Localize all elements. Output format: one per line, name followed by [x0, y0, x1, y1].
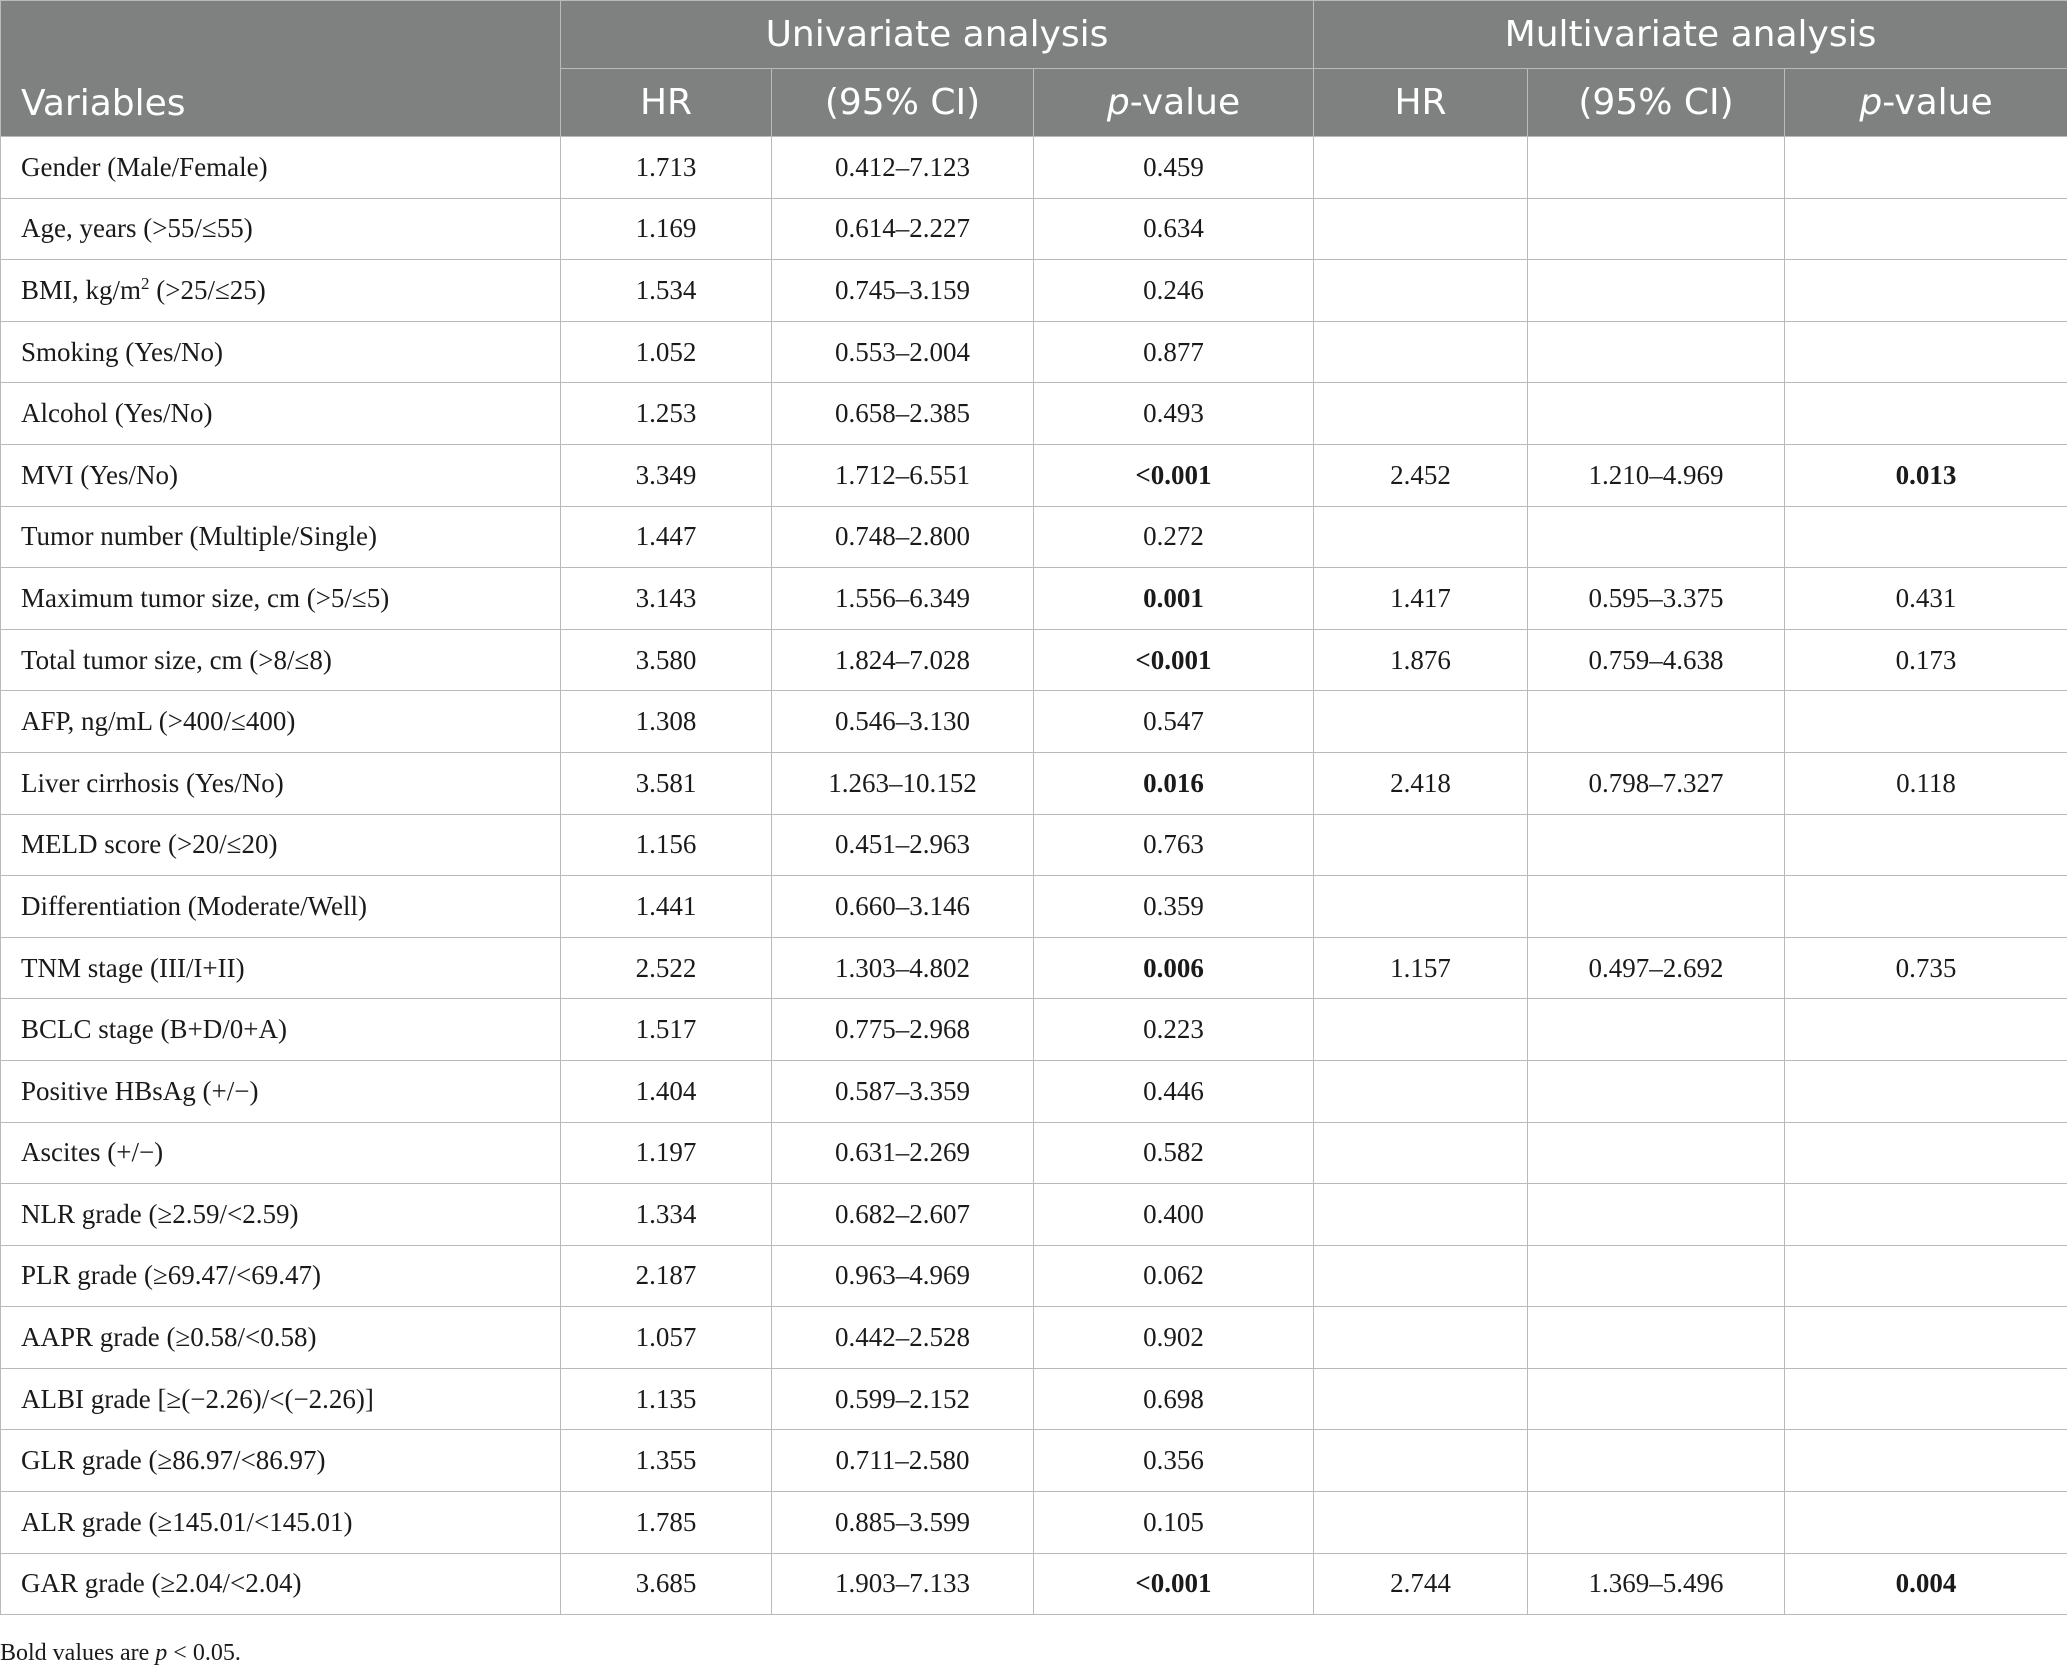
- variable-name: AFP, ng/mL (>400/≤400): [21, 706, 296, 737]
- univariate-p-value-cell: 0.547: [1034, 691, 1314, 753]
- table-row: [1, 752, 2067, 814]
- univariate-ci-cell: 1.824–7.028: [772, 629, 1034, 691]
- table-body: [1, 137, 2067, 1615]
- multivariate-p-value-cell: [1785, 999, 2067, 1061]
- multivariate-p-value-cell: [1785, 1245, 2067, 1307]
- table-row: [1, 1553, 2067, 1615]
- multivariate-p-value-cell: [1785, 1122, 2067, 1184]
- multivariate-p-value-cell: [1785, 1307, 2067, 1369]
- header-univariate: Univariate analysis: [561, 1, 1314, 69]
- univariate-ci-cell: 0.412–7.123: [772, 137, 1034, 199]
- multivariate-p-value-cell: [1785, 1430, 2067, 1492]
- variable-name: GAR grade (≥2.04/<2.04): [21, 1568, 302, 1599]
- multivariate-hr-cell: [1314, 1368, 1528, 1430]
- univariate-p-value-cell: 0.223: [1034, 999, 1314, 1061]
- multivariate-ci-cell: 0.595–3.375: [1528, 568, 1785, 630]
- univariate-p-value-cell: 0.272: [1034, 506, 1314, 568]
- table-header: [1, 1, 2067, 137]
- univariate-p-value-cell: 0.446: [1034, 1060, 1314, 1122]
- variable-name: Total tumor size, cm (>8/≤8): [21, 644, 332, 675]
- univariate-ci-cell: 1.556–6.349: [772, 568, 1034, 630]
- univariate-p-value-cell: 0.634: [1034, 198, 1314, 260]
- variable-name: MELD score (>20/≤20): [21, 829, 278, 860]
- table-row: [1, 1492, 2067, 1554]
- multivariate-p-value-cell: [1785, 198, 2067, 260]
- multivariate-ci-cell: [1528, 1307, 1785, 1369]
- variable-cell: [1, 137, 561, 199]
- variable-cell: [1, 383, 561, 445]
- multivariate-hr-cell: 1.157: [1314, 937, 1528, 999]
- variable-cell: [1, 506, 561, 568]
- variable-name: AAPR grade (≥0.58/<0.58): [21, 1322, 317, 1353]
- univariate-hr-cell: 1.308: [561, 691, 772, 753]
- multivariate-ci-cell: [1528, 321, 1785, 383]
- univariate-hr-cell: 1.517: [561, 999, 772, 1061]
- multivariate-hr-cell: 2.418: [1314, 752, 1528, 814]
- variable-cell: [1, 444, 561, 506]
- table-row: [1, 691, 2067, 753]
- table-row: [1, 198, 2067, 260]
- univariate-p-value-cell: 0.001: [1034, 568, 1314, 630]
- multivariate-hr-cell: 2.744: [1314, 1553, 1528, 1615]
- p-letter: p: [1859, 82, 1883, 123]
- univariate-p-value-cell: 0.459: [1034, 137, 1314, 199]
- table-row: [1, 506, 2067, 568]
- variable-cell: [1, 1245, 561, 1307]
- multivariate-p-value-cell: [1785, 383, 2067, 445]
- univariate-ci-cell: 1.712–6.551: [772, 444, 1034, 506]
- multivariate-p-value-cell: [1785, 321, 2067, 383]
- univariate-p-value-cell: 0.062: [1034, 1245, 1314, 1307]
- variable-cell: [1, 814, 561, 876]
- univariate-ci-cell: 0.963–4.969: [772, 1245, 1034, 1307]
- multivariate-p-value-cell: 0.431: [1785, 568, 2067, 630]
- variable-cell: [1, 1430, 561, 1492]
- multivariate-hr-cell: [1314, 321, 1528, 383]
- multivariate-hr-cell: [1314, 260, 1528, 322]
- univariate-hr-cell: 1.404: [561, 1060, 772, 1122]
- multivariate-hr-cell: [1314, 198, 1528, 260]
- multivariate-ci-cell: [1528, 260, 1785, 322]
- header-variables: Variables: [1, 1, 561, 137]
- table-row: [1, 321, 2067, 383]
- univariate-ci-cell: 0.660–3.146: [772, 876, 1034, 938]
- variable-name: Tumor number (Multiple/Single): [21, 521, 377, 552]
- header-univariate-ci: (95% CI): [772, 69, 1034, 137]
- multivariate-hr-cell: [1314, 691, 1528, 753]
- univariate-ci-cell: 0.658–2.385: [772, 383, 1034, 445]
- univariate-ci-cell: 0.682–2.607: [772, 1184, 1034, 1246]
- multivariate-ci-cell: [1528, 1430, 1785, 1492]
- table-row: [1, 937, 2067, 999]
- header-multivariate: Multivariate analysis: [1314, 1, 2067, 69]
- variable-name: TNM stage (III/I+II): [21, 952, 245, 983]
- univariate-ci-cell: 1.263–10.152: [772, 752, 1034, 814]
- footnote-text-before: Bold values are: [0, 1640, 156, 1666]
- univariate-hr-cell: 1.197: [561, 1122, 772, 1184]
- univariate-ci-cell: 1.903–7.133: [772, 1553, 1034, 1615]
- header-univariate-p-value: [1034, 69, 1314, 137]
- multivariate-hr-cell: 1.417: [1314, 568, 1528, 630]
- table-row: [1, 629, 2067, 691]
- variable-name: NLR grade (≥2.59/<2.59): [21, 1198, 299, 1229]
- univariate-ci-cell: 0.745–3.159: [772, 260, 1034, 322]
- multivariate-ci-cell: [1528, 1122, 1785, 1184]
- variable-name: Gender (Male/Female): [21, 151, 268, 182]
- variable-name: Maximum tumor size, cm (>5/≤5): [21, 582, 390, 613]
- variable-cell: [1, 752, 561, 814]
- univariate-hr-cell: 2.522: [561, 937, 772, 999]
- variable-cell: [1, 629, 561, 691]
- multivariate-ci-cell: [1528, 383, 1785, 445]
- table-row: [1, 444, 2067, 506]
- variable-name: PLR grade (≥69.47/<69.47): [21, 1260, 322, 1291]
- multivariate-ci-cell: [1528, 1060, 1785, 1122]
- multivariate-ci-cell: 0.497–2.692: [1528, 937, 1785, 999]
- multivariate-hr-cell: [1314, 1307, 1528, 1369]
- univariate-hr-cell: 1.785: [561, 1492, 772, 1554]
- table-row: [1, 137, 2067, 199]
- variable-name: Age, years (>55/≤55): [21, 213, 253, 244]
- variable-cell: [1, 691, 561, 753]
- univariate-p-value-cell: 0.006: [1034, 937, 1314, 999]
- variable-cell: [1, 260, 561, 322]
- multivariate-ci-cell: [1528, 999, 1785, 1061]
- univariate-ci-cell: 0.614–2.227: [772, 198, 1034, 260]
- variable-name: Positive HBsAg (+/−): [21, 1075, 259, 1106]
- univariate-hr-cell: 3.580: [561, 629, 772, 691]
- multivariate-p-value-cell: 0.173: [1785, 629, 2067, 691]
- univariate-p-value-cell: 0.359: [1034, 876, 1314, 938]
- univariate-p-value-cell: 0.246: [1034, 260, 1314, 322]
- univariate-ci-cell: 0.775–2.968: [772, 999, 1034, 1061]
- univariate-hr-cell: 1.534: [561, 260, 772, 322]
- header-row-groups: [1, 1, 2067, 69]
- variable-cell: [1, 999, 561, 1061]
- multivariate-p-value-cell: [1785, 814, 2067, 876]
- variable-cell: [1, 1060, 561, 1122]
- univariate-ci-cell: 0.748–2.800: [772, 506, 1034, 568]
- univariate-hr-cell: 1.135: [561, 1368, 772, 1430]
- variable-name: Alcohol (Yes/No): [21, 398, 213, 429]
- multivariate-ci-cell: [1528, 1245, 1785, 1307]
- univariate-hr-cell: 3.349: [561, 444, 772, 506]
- multivariate-hr-cell: [1314, 814, 1528, 876]
- multivariate-p-value-cell: [1785, 691, 2067, 753]
- multivariate-hr-cell: [1314, 1122, 1528, 1184]
- multivariate-hr-cell: [1314, 506, 1528, 568]
- multivariate-p-value-cell: 0.004: [1785, 1553, 2067, 1615]
- footnote-text-after: < 0.05.: [167, 1640, 241, 1666]
- univariate-ci-cell: 0.599–2.152: [772, 1368, 1034, 1430]
- multivariate-p-value-cell: 0.013: [1785, 444, 2067, 506]
- multivariate-hr-cell: [1314, 1184, 1528, 1246]
- univariate-hr-cell: 1.334: [561, 1184, 772, 1246]
- variable-name: ALBI grade [≥(−2.26)/<(−2.26)]: [21, 1383, 374, 1414]
- multivariate-ci-cell: [1528, 137, 1785, 199]
- variable-cell: [1, 568, 561, 630]
- univariate-ci-cell: 0.451–2.963: [772, 814, 1034, 876]
- univariate-hr-cell: 1.156: [561, 814, 772, 876]
- multivariate-ci-cell: [1528, 198, 1785, 260]
- univariate-ci-cell: 0.711–2.580: [772, 1430, 1034, 1492]
- multivariate-ci-cell: 0.798–7.327: [1528, 752, 1785, 814]
- multivariate-hr-cell: [1314, 383, 1528, 445]
- header-multivariate-hr: HR: [1314, 69, 1528, 137]
- table-row: [1, 876, 2067, 938]
- header-multivariate-ci: (95% CI): [1528, 69, 1785, 137]
- univariate-p-value-cell: 0.698: [1034, 1368, 1314, 1430]
- multivariate-ci-cell: [1528, 1492, 1785, 1554]
- variable-cell: [1, 1184, 561, 1246]
- variable-name: GLR grade (≥86.97/<86.97): [21, 1445, 326, 1476]
- univariate-hr-cell: 1.441: [561, 876, 772, 938]
- univariate-p-value-cell: 0.493: [1034, 383, 1314, 445]
- univariate-p-value-cell: 0.400: [1034, 1184, 1314, 1246]
- table-row: [1, 568, 2067, 630]
- multivariate-hr-cell: 2.452: [1314, 444, 1528, 506]
- univariate-p-value-cell: <0.001: [1034, 629, 1314, 691]
- univariate-p-value-cell: 0.902: [1034, 1307, 1314, 1369]
- univariate-ci-cell: 0.631–2.269: [772, 1122, 1034, 1184]
- multivariate-p-value-cell: [1785, 1368, 2067, 1430]
- variable-name-continued: (>25/≤25): [149, 274, 266, 305]
- multivariate-p-value-cell: [1785, 1060, 2067, 1122]
- variable-name: Liver cirrhosis (Yes/No): [21, 767, 284, 798]
- table-row: [1, 260, 2067, 322]
- multivariate-ci-cell: [1528, 814, 1785, 876]
- multivariate-hr-cell: 1.876: [1314, 629, 1528, 691]
- p-suffix: -value: [1129, 82, 1241, 123]
- table-row: [1, 1430, 2067, 1492]
- variable-cell: [1, 198, 561, 260]
- univariate-hr-cell: 3.143: [561, 568, 772, 630]
- table-row: [1, 1122, 2067, 1184]
- variable-cell: [1, 937, 561, 999]
- multivariate-hr-cell: [1314, 1492, 1528, 1554]
- univariate-p-value-cell: <0.001: [1034, 444, 1314, 506]
- multivariate-p-value-cell: [1785, 1184, 2067, 1246]
- multivariate-ci-cell: 0.759–4.638: [1528, 629, 1785, 691]
- univariate-hr-cell: 1.713: [561, 137, 772, 199]
- univariate-p-value-cell: 0.763: [1034, 814, 1314, 876]
- variable-name: Differentiation (Moderate/Well): [21, 890, 367, 921]
- variable-cell: [1, 1368, 561, 1430]
- multivariate-ci-cell: [1528, 1368, 1785, 1430]
- univariate-hr-cell: 1.253: [561, 383, 772, 445]
- univariate-hr-cell: 1.355: [561, 1430, 772, 1492]
- univariate-p-value-cell: 0.016: [1034, 752, 1314, 814]
- table-row: [1, 999, 2067, 1061]
- header-multivariate-p-value: [1785, 69, 2067, 137]
- multivariate-p-value-cell: 0.118: [1785, 752, 2067, 814]
- multivariate-hr-cell: [1314, 1430, 1528, 1492]
- table-footnote: [0, 1640, 241, 1667]
- univariate-hr-cell: 3.581: [561, 752, 772, 814]
- multivariate-ci-cell: [1528, 1184, 1785, 1246]
- table-row: [1, 814, 2067, 876]
- variable-cell: [1, 1553, 561, 1615]
- variable-name: BMI, kg/m: [21, 274, 142, 305]
- multivariate-p-value-cell: [1785, 876, 2067, 938]
- multivariate-ci-cell: 1.369–5.496: [1528, 1553, 1785, 1615]
- variable-superscript: 2: [141, 273, 150, 293]
- univariate-hr-cell: 1.057: [561, 1307, 772, 1369]
- variable-name: MVI (Yes/No): [21, 459, 179, 490]
- table-row: [1, 1060, 2067, 1122]
- table-row: [1, 1245, 2067, 1307]
- multivariate-ci-cell: 1.210–4.969: [1528, 444, 1785, 506]
- multivariate-ci-cell: [1528, 691, 1785, 753]
- multivariate-hr-cell: [1314, 876, 1528, 938]
- univariate-p-value-cell: 0.877: [1034, 321, 1314, 383]
- univariate-p-value-cell: <0.001: [1034, 1553, 1314, 1615]
- univariate-hr-cell: 1.052: [561, 321, 772, 383]
- univariate-p-value-cell: 0.356: [1034, 1430, 1314, 1492]
- variable-name: ALR grade (≥145.01/<145.01): [21, 1506, 353, 1537]
- univariate-hr-cell: 2.187: [561, 1245, 772, 1307]
- p-letter: p: [1106, 82, 1130, 123]
- table-row: [1, 1184, 2067, 1246]
- univariate-p-value-cell: 0.582: [1034, 1122, 1314, 1184]
- univariate-ci-cell: 0.587–3.359: [772, 1060, 1034, 1122]
- p-suffix: -value: [1882, 82, 1993, 123]
- univariate-ci-cell: 0.885–3.599: [772, 1492, 1034, 1554]
- variable-cell: [1, 1122, 561, 1184]
- multivariate-ci-cell: [1528, 506, 1785, 568]
- multivariate-hr-cell: [1314, 1245, 1528, 1307]
- univariate-ci-cell: 0.546–3.130: [772, 691, 1034, 753]
- variable-cell: [1, 1492, 561, 1554]
- multivariate-hr-cell: [1314, 137, 1528, 199]
- variable-cell: [1, 876, 561, 938]
- multivariate-hr-cell: [1314, 1060, 1528, 1122]
- univariate-p-value-cell: 0.105: [1034, 1492, 1314, 1554]
- univariate-ci-cell: 1.303–4.802: [772, 937, 1034, 999]
- multivariate-p-value-cell: [1785, 506, 2067, 568]
- univariate-ci-cell: 0.553–2.004: [772, 321, 1034, 383]
- table-row: [1, 1368, 2067, 1430]
- multivariate-hr-cell: [1314, 999, 1528, 1061]
- variable-name: Smoking (Yes/No): [21, 336, 224, 367]
- univariate-ci-cell: 0.442–2.528: [772, 1307, 1034, 1369]
- variable-name: Ascites (+/−): [21, 1137, 164, 1168]
- multivariate-p-value-cell: [1785, 137, 2067, 199]
- multivariate-ci-cell: [1528, 876, 1785, 938]
- multivariate-p-value-cell: [1785, 260, 2067, 322]
- variable-name: BCLC stage (B+D/0+A): [21, 1014, 287, 1045]
- table-row: [1, 383, 2067, 445]
- univariate-hr-cell: 3.685: [561, 1553, 772, 1615]
- header-univariate-hr: HR: [561, 69, 772, 137]
- multivariate-p-value-cell: 0.735: [1785, 937, 2067, 999]
- table-row: [1, 1307, 2067, 1369]
- variable-cell: [1, 1307, 561, 1369]
- footnote-p-letter: p: [155, 1640, 168, 1666]
- univariate-hr-cell: 1.447: [561, 506, 772, 568]
- univariate-hr-cell: 1.169: [561, 198, 772, 260]
- multivariate-p-value-cell: [1785, 1492, 2067, 1554]
- variable-cell: [1, 321, 561, 383]
